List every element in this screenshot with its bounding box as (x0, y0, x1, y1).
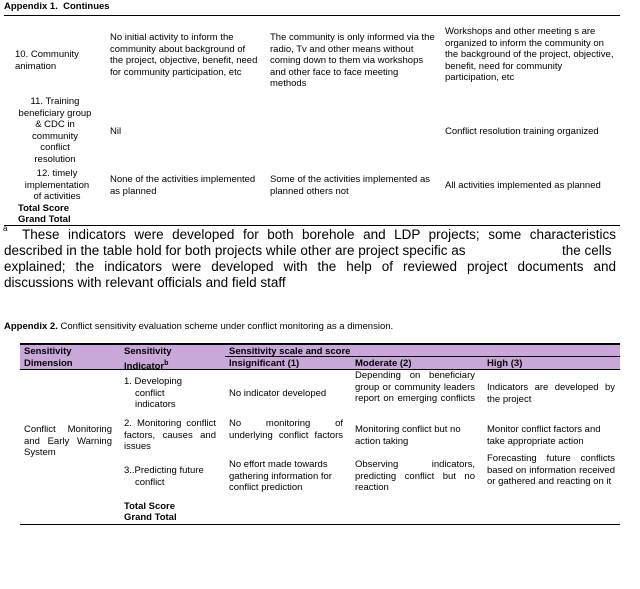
a2-header-insignificant: Insignificant (1) (229, 358, 300, 369)
a2-header-indicator-sup: b (164, 359, 169, 367)
a2-row3-indicator-line: conflict (135, 476, 165, 488)
a2-row1-moderate: Depending on beneficiary group or community leaders report on emerging conflicts (355, 370, 475, 404)
appendix2-top-rule (20, 343, 620, 345)
a2-row3-moderate: Observing indicators, predicting conflict but no reaction (355, 459, 475, 493)
a1-row10-high: Workshops and other meeting s are organized to inform the community on the background of the project, objective, benefit, need for community participation, etc (445, 26, 614, 83)
a1-row12-label-line: 12. timely (36, 168, 78, 179)
appendix2-title-label: Appendix 2. (4, 321, 58, 332)
a2-row2-high: Monitor conflict factors and take appropriate action (487, 424, 601, 447)
a1-total-score: Total Score (18, 203, 70, 214)
appendix2-title-rest: Conflict sensitivity evaluation scheme under conflict monitoring as a dimension. (60, 321, 394, 332)
appendix2-bottom-rule (20, 524, 620, 525)
a2-dimension-cell: Conflict Monitoring and Early Warning System (24, 424, 112, 458)
appendix1-title-label: Appendix 1. (4, 1, 58, 12)
a2-row2-indicator: 2. Monitoring conflict factors, causes and issues (124, 418, 216, 452)
a1-row11-label-line: & CDC in (35, 119, 75, 130)
a1-row11-high: Conflict resolution training organized (445, 126, 599, 137)
a2-header-indicator (124, 346, 194, 372)
appendix1-bottom-rule (4, 225, 620, 226)
a1-row10-insignificant: No initial activity to inform the community about background of the project, objective, benefit, need for community participation, etc (110, 32, 258, 78)
a1-row12-label-line: implementation (24, 179, 90, 191)
a2-header-high: High (3) (487, 358, 523, 369)
a2-row2-insignificant: No monitoring of underlying conflict factors (229, 418, 343, 441)
a2-total-score: Total Score (124, 501, 176, 512)
appendix1-title-rest: Continues (63, 1, 110, 12)
a1-row12-high: All activities implemented as planned (445, 180, 601, 191)
a1-row11-label-line: conflict (40, 142, 70, 153)
appendix1-title (4, 1, 110, 13)
a1-row11-label (12, 96, 98, 165)
a1-row12-label (14, 168, 100, 203)
a2-row1-indicator (124, 376, 214, 411)
a1-row11-label-line: beneficiary group (18, 107, 92, 119)
a2-header-indicator-text: Sensitivity Indicator (124, 346, 172, 372)
a2-grand-total: Grand Total (124, 512, 177, 523)
appendix2-title (4, 321, 393, 333)
a2-row1-indicator-line: indicators (135, 399, 176, 410)
a2-row3-high: Forecasting future conflicts based on information received or gathered and reacting on it (487, 453, 615, 487)
footnote-marker: a (3, 224, 8, 233)
a1-grand-total: Grand Total (18, 214, 71, 225)
appendix2-header-bottom-rule (20, 369, 620, 370)
a1-row12-label-line: of activities (33, 191, 81, 202)
footnote-line-2a: described in the table hold for both projects while other are project specific as (4, 243, 466, 258)
a1-row12-insignificant: None of the activities implemented as planned (110, 174, 256, 197)
footnote-line-3: explained; the indicators were developed with the help of reviewed project documents and (4, 259, 616, 274)
footnote-line-2b: the cells (562, 243, 612, 258)
a2-header-scale: Sensitivity scale and score (229, 346, 351, 357)
a2-row1-indicator-line: conflict (135, 387, 165, 399)
a2-row3-indicator-line: 3..Predicting future (124, 465, 204, 476)
footnote-line-4: discussions with relevant officials and field staff (4, 275, 286, 290)
a2-row3-insignificant: No effort made towards gathering information for conflict prediction (229, 459, 332, 493)
a1-row10-moderate: The community is only informed via the radio, Tv and other means without coming down to them via workshops and other face to face meeting methods (270, 32, 435, 89)
a2-row1-high: Indicators are developed by the project (487, 382, 615, 405)
a2-header-moderate: Moderate (2) (355, 358, 412, 369)
a2-header-dimension: Sensitivity Dimension (24, 346, 73, 369)
a2-row3-indicator (124, 465, 220, 488)
a2-row1-insignificant: No indicator developed (229, 388, 327, 399)
a2-row2-moderate: Monitoring conflict but no action taking (355, 424, 461, 447)
a1-row11-label-line: community (32, 130, 78, 142)
a1-row11-label-line: 11. Training (30, 96, 80, 107)
a2-row1-indicator-line: 1. Developing (124, 376, 183, 387)
a1-row10-label: 10. Community animation (15, 49, 79, 72)
a1-row12-moderate: Some of the activities implemented as planned others not (270, 174, 430, 197)
a1-row11-insignificant: Nil (110, 126, 122, 137)
a1-row11-label-line: resolution (34, 153, 76, 165)
footnote-line-1: These indicators were developed for both borehole and LDP projects; some characteristics (22, 227, 616, 242)
appendix1-top-rule (4, 15, 620, 16)
